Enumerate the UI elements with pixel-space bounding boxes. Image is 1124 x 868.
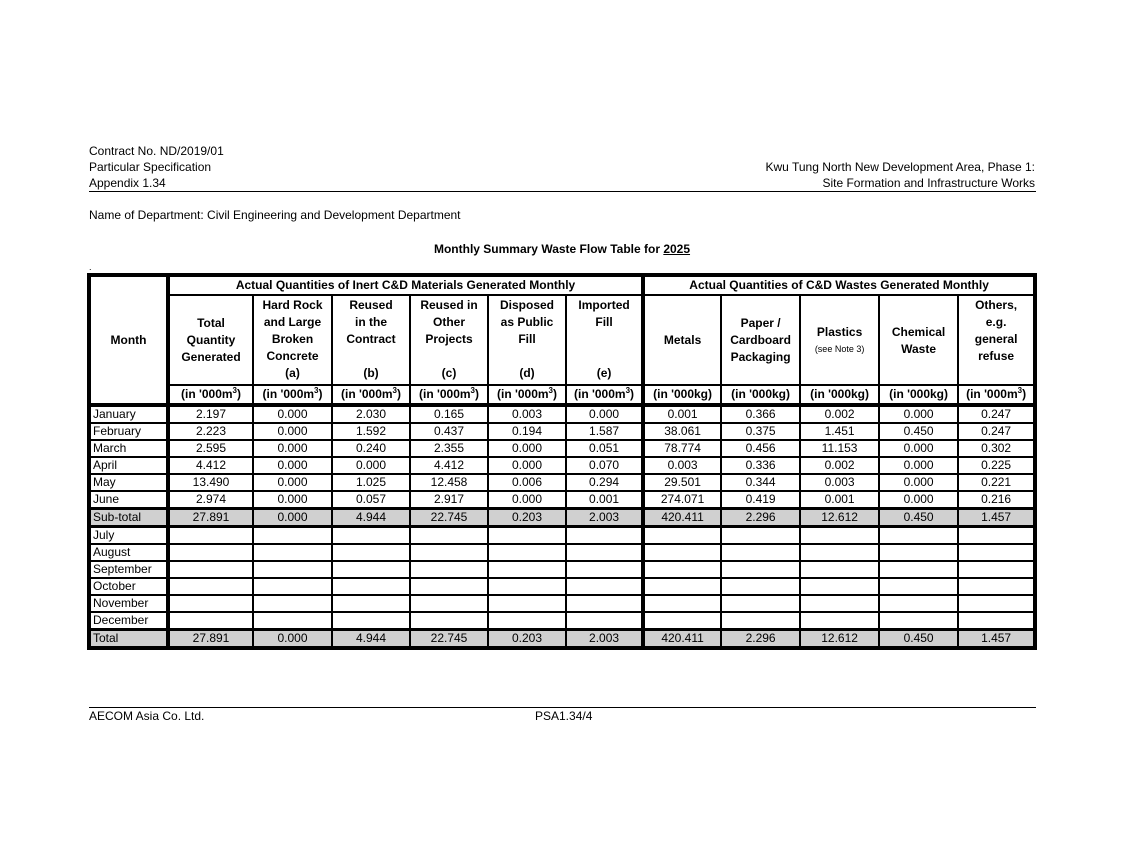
value-cell: 0.003 xyxy=(800,474,879,491)
unit-close: ) xyxy=(237,387,241,401)
table-body xyxy=(90,404,1034,647)
value-cell xyxy=(721,595,800,612)
value-cell: 274.071 xyxy=(642,491,721,508)
value-cell: 0.000 xyxy=(879,440,958,457)
value-cell: 2.296 xyxy=(721,508,800,526)
column-code: (e) xyxy=(596,366,612,380)
table-title-text: Monthly Summary Waste Flow Table for xyxy=(433,242,664,256)
value-cell xyxy=(167,544,253,561)
column-unit xyxy=(642,385,721,404)
value-cell xyxy=(642,595,721,612)
column-header-line: Fill xyxy=(595,315,613,329)
value-cell: 0.070 xyxy=(566,457,642,474)
unit-close: ) xyxy=(630,387,635,401)
value-cell: 0.366 xyxy=(721,404,800,423)
header-rule xyxy=(89,191,1036,192)
project-title-line1: Kwu Tung North New Development Area, Phase 1: xyxy=(765,160,1035,174)
value-cell: 11.153 xyxy=(800,440,879,457)
cd-wastes-group-header: Actual Quantities of C&D Wastes Generated Monthly xyxy=(642,276,1034,295)
value-cell xyxy=(800,526,879,544)
value-cell: 0.450 xyxy=(879,508,958,526)
value-cell xyxy=(332,578,410,595)
value-cell xyxy=(879,595,958,612)
value-cell: 0.240 xyxy=(332,440,410,457)
column-header-line: Total xyxy=(197,316,225,330)
value-cell: 0.000 xyxy=(879,491,958,508)
column-header-line: Paper / xyxy=(740,316,781,330)
column-header-7 xyxy=(721,295,800,385)
value-cell: 12.612 xyxy=(800,508,879,526)
value-cell: 0.247 xyxy=(958,404,1034,423)
column-header-line: Contract xyxy=(346,332,396,346)
value-cell: 4.944 xyxy=(332,508,410,526)
document-header-left xyxy=(89,143,224,191)
value-cell: 0.375 xyxy=(721,423,800,440)
column-code: (d) xyxy=(519,366,535,380)
value-cell: 0.302 xyxy=(958,440,1034,457)
column-header-2 xyxy=(332,295,410,385)
value-cell: 0.000 xyxy=(879,404,958,423)
value-cell: 4.412 xyxy=(167,457,253,474)
value-cell: 0.247 xyxy=(958,423,1034,440)
unit-text: (in '000kg) xyxy=(653,387,713,401)
project-title-line2: Site Formation and Infrastructure Works xyxy=(822,176,1035,190)
value-cell xyxy=(642,561,721,578)
value-cell xyxy=(410,561,488,578)
unit-superscript: 3 xyxy=(548,386,553,395)
month-cell: January xyxy=(90,404,167,423)
column-header-line: Other xyxy=(432,315,465,329)
value-cell: 2.917 xyxy=(410,491,488,508)
table-row xyxy=(90,578,1034,595)
column-header-line: Hard Rock xyxy=(262,298,323,312)
value-cell xyxy=(253,595,332,612)
column-header-line: Concrete xyxy=(266,349,319,363)
value-cell: 0.336 xyxy=(721,457,800,474)
value-cell: 1.025 xyxy=(332,474,410,491)
value-cell: 0.003 xyxy=(642,457,721,474)
unit-text: (in '000kg) xyxy=(810,387,870,401)
column-header-0 xyxy=(167,295,253,385)
column-unit xyxy=(721,385,800,404)
waste-flow-table xyxy=(87,273,1037,650)
value-cell xyxy=(167,561,253,578)
value-cell xyxy=(958,544,1034,561)
column-code: (c) xyxy=(441,366,457,380)
column-unit xyxy=(879,385,958,404)
value-cell xyxy=(879,544,958,561)
value-cell: 0.000 xyxy=(879,457,958,474)
unit-close: ) xyxy=(1022,387,1027,401)
value-cell xyxy=(800,595,879,612)
column-header-line: Disposed xyxy=(499,298,554,312)
unit-superscript: 3 xyxy=(232,386,237,395)
column-unit xyxy=(800,385,879,404)
value-cell: 0.000 xyxy=(488,440,566,457)
value-cell: 0.006 xyxy=(488,474,566,491)
value-cell: 0.000 xyxy=(253,440,332,457)
value-cell xyxy=(566,578,642,595)
value-cell: 13.490 xyxy=(167,474,253,491)
value-cell xyxy=(332,561,410,578)
value-cell: 0.003 xyxy=(488,404,566,423)
month-cell: December xyxy=(90,612,167,629)
table-row xyxy=(90,440,1034,457)
value-cell xyxy=(488,544,566,561)
value-cell: 2.030 xyxy=(332,404,410,423)
column-header-10 xyxy=(958,295,1034,385)
value-cell: 1.587 xyxy=(566,423,642,440)
table-title xyxy=(0,242,1124,256)
table-row xyxy=(90,457,1034,474)
value-cell: 0.344 xyxy=(721,474,800,491)
month-cell: May xyxy=(90,474,167,491)
table-row xyxy=(90,544,1034,561)
month-cell: October xyxy=(90,578,167,595)
value-cell xyxy=(721,526,800,544)
value-cell: 0.000 xyxy=(566,404,642,423)
value-cell: 0.000 xyxy=(253,404,332,423)
column-unit xyxy=(167,385,253,404)
column-header-line: Generated xyxy=(181,350,241,364)
column-header-line: Fill xyxy=(518,332,536,346)
value-cell xyxy=(721,544,800,561)
value-cell: 0.002 xyxy=(800,404,879,423)
value-cell xyxy=(167,612,253,629)
value-cell xyxy=(332,544,410,561)
month-cell: February xyxy=(90,423,167,440)
table-row xyxy=(90,526,1034,544)
value-cell: 0.437 xyxy=(410,423,488,440)
value-cell xyxy=(253,526,332,544)
unit-superscript: 3 xyxy=(1017,386,1023,395)
table-head xyxy=(90,276,1034,404)
value-cell xyxy=(800,612,879,629)
value-cell xyxy=(800,578,879,595)
value-cell: 0.001 xyxy=(642,404,721,423)
value-cell: 0.002 xyxy=(800,457,879,474)
unit-close: ) xyxy=(475,387,479,401)
table-row xyxy=(90,423,1034,440)
unit-close: ) xyxy=(553,387,557,401)
table-row xyxy=(90,404,1034,423)
value-cell: 0.225 xyxy=(958,457,1034,474)
value-cell: 1.451 xyxy=(800,423,879,440)
appendix-label: Appendix 1.34 xyxy=(89,176,166,190)
unit-superscript: 3 xyxy=(625,386,631,395)
value-cell xyxy=(410,578,488,595)
value-cell xyxy=(879,526,958,544)
column-unit xyxy=(566,385,642,404)
column-unit xyxy=(488,385,566,404)
value-cell xyxy=(253,544,332,561)
value-cell: 0.216 xyxy=(958,491,1034,508)
value-cell: 0.000 xyxy=(253,457,332,474)
column-header-1 xyxy=(253,295,332,385)
value-cell: 420.411 xyxy=(642,508,721,526)
value-cell: 0.000 xyxy=(253,474,332,491)
value-cell: 22.745 xyxy=(410,629,488,647)
unit-text: (in '000m xyxy=(497,387,549,401)
column-header-line: Quantity xyxy=(186,333,236,347)
value-cell: 420.411 xyxy=(642,629,721,647)
column-header-3 xyxy=(410,295,488,385)
value-cell: 0.000 xyxy=(253,508,332,526)
value-cell: 0.456 xyxy=(721,440,800,457)
unit-text: (in '000m xyxy=(966,387,1018,401)
column-header-6 xyxy=(642,295,721,385)
unit-superscript: 3 xyxy=(314,386,319,395)
value-cell: 2.223 xyxy=(167,423,253,440)
value-cell: 4.944 xyxy=(332,629,410,647)
value-cell xyxy=(642,578,721,595)
column-unit xyxy=(332,385,410,404)
value-cell xyxy=(958,595,1034,612)
value-cell: 0.000 xyxy=(253,491,332,508)
value-cell: 0.000 xyxy=(332,457,410,474)
column-header-line: and Large xyxy=(263,315,322,329)
unit-superscript: 3 xyxy=(392,386,397,395)
value-cell: 0.450 xyxy=(879,423,958,440)
unit-text: (in '000m xyxy=(419,387,471,401)
value-cell: 2.296 xyxy=(721,629,800,647)
column-header-9 xyxy=(879,295,958,385)
value-cell: 0.165 xyxy=(410,404,488,423)
value-cell: 0.000 xyxy=(879,474,958,491)
specification-label: Particular Specification xyxy=(89,160,212,174)
value-cell: 0.000 xyxy=(488,457,566,474)
column-header-line: as Public xyxy=(500,315,554,329)
column-unit xyxy=(958,385,1034,404)
value-cell xyxy=(566,612,642,629)
value-cell xyxy=(332,526,410,544)
column-header-line: e.g. xyxy=(985,315,1007,329)
value-cell: 2.003 xyxy=(566,508,642,526)
unit-text: (in '000kg) xyxy=(889,387,949,401)
column-header-note: (see Note 3) xyxy=(814,343,865,354)
month-column-header: Month xyxy=(90,276,167,404)
unit-text: (in '000kg) xyxy=(731,387,791,401)
column-header-line: Projects xyxy=(425,332,473,346)
value-cell: 0.000 xyxy=(253,629,332,647)
column-unit xyxy=(410,385,488,404)
value-cell xyxy=(800,561,879,578)
value-cell: 2.003 xyxy=(566,629,642,647)
column-header-line: refuse xyxy=(978,349,1015,363)
value-cell: 0.000 xyxy=(253,423,332,440)
value-cell xyxy=(167,578,253,595)
month-cell: March xyxy=(90,440,167,457)
total-row xyxy=(90,629,1034,647)
value-cell: 0.057 xyxy=(332,491,410,508)
value-cell: 2.595 xyxy=(167,440,253,457)
value-cell xyxy=(332,595,410,612)
value-cell: 1.592 xyxy=(332,423,410,440)
contract-number: Contract No. ND/2019/01 xyxy=(89,144,224,158)
value-cell: 78.774 xyxy=(642,440,721,457)
unit-text: (in '000m xyxy=(341,387,393,401)
value-cell xyxy=(879,578,958,595)
subtotal-row xyxy=(90,508,1034,526)
value-cell xyxy=(800,544,879,561)
unit-text: (in '000m xyxy=(574,387,626,401)
value-cell xyxy=(410,544,488,561)
value-cell: 0.450 xyxy=(879,629,958,647)
value-cell xyxy=(410,612,488,629)
value-cell: 0.001 xyxy=(566,491,642,508)
column-header-line: Plastics xyxy=(816,324,863,339)
unit-text: (in '000m xyxy=(181,387,233,401)
column-unit xyxy=(253,385,332,404)
column-header-line: general xyxy=(974,332,1018,346)
column-header-line: Chemical xyxy=(891,324,946,339)
value-cell xyxy=(410,595,488,612)
value-cell xyxy=(253,561,332,578)
column-header-line: Cardboard xyxy=(730,333,791,347)
footer-rule xyxy=(89,707,1036,708)
unit-superscript: 3 xyxy=(470,386,475,395)
month-cell: August xyxy=(90,544,167,561)
department-name: Name of Department: Civil Engineering and Development Department xyxy=(89,208,461,222)
month-cell: Total xyxy=(90,629,167,647)
value-cell xyxy=(642,544,721,561)
value-cell: 2.355 xyxy=(410,440,488,457)
value-cell: 22.745 xyxy=(410,508,488,526)
value-cell xyxy=(410,526,488,544)
value-cell: 12.612 xyxy=(800,629,879,647)
footer-company: AECOM Asia Co. Ltd. xyxy=(89,709,205,723)
table-row xyxy=(90,561,1034,578)
column-header-5 xyxy=(566,295,642,385)
value-cell: 2.974 xyxy=(167,491,253,508)
value-cell: 2.197 xyxy=(167,404,253,423)
value-cell: 12.458 xyxy=(410,474,488,491)
column-header-line: Metals xyxy=(663,333,702,347)
unit-close: ) xyxy=(318,387,323,401)
unit-row xyxy=(90,385,1034,404)
column-code: (b) xyxy=(363,366,379,380)
value-cell: 0.203 xyxy=(488,629,566,647)
column-header-line: Others, xyxy=(975,298,1018,312)
unit-text: (in '000m xyxy=(262,387,315,401)
value-cell xyxy=(253,578,332,595)
value-cell xyxy=(566,595,642,612)
value-cell: 1.457 xyxy=(958,508,1034,526)
value-cell xyxy=(253,612,332,629)
value-cell: 0.194 xyxy=(488,423,566,440)
value-cell xyxy=(167,595,253,612)
table-row xyxy=(90,491,1034,508)
month-cell: Sub-total xyxy=(90,508,167,526)
month-cell: April xyxy=(90,457,167,474)
column-header-8 xyxy=(800,295,879,385)
value-cell xyxy=(721,561,800,578)
value-cell: 27.891 xyxy=(167,508,253,526)
value-cell xyxy=(642,526,721,544)
column-header-line: Broken xyxy=(271,332,314,346)
value-cell xyxy=(488,595,566,612)
month-cell: November xyxy=(90,595,167,612)
value-cell: 0.000 xyxy=(488,491,566,508)
value-cell xyxy=(488,561,566,578)
table-title-year: 2025 xyxy=(663,242,691,256)
value-cell: 0.221 xyxy=(958,474,1034,491)
value-cell xyxy=(721,612,800,629)
value-cell xyxy=(721,578,800,595)
column-header-line: Packaging xyxy=(730,350,791,364)
column-header-line: Imported xyxy=(578,298,630,312)
footer-page-ref: PSA1.34/4 xyxy=(535,709,593,723)
document-header-right xyxy=(766,159,1035,191)
inert-materials-group-header: Actual Quantities of Inert C&D Materials Generated Monthly xyxy=(167,276,642,295)
value-cell xyxy=(958,578,1034,595)
column-header-line: Waste xyxy=(901,341,937,356)
month-cell: September xyxy=(90,561,167,578)
table-row xyxy=(90,474,1034,491)
value-cell xyxy=(958,612,1034,629)
column-header-line: Reused in xyxy=(420,298,478,312)
stray-dot: . xyxy=(89,262,92,272)
value-cell: 0.203 xyxy=(488,508,566,526)
table-row xyxy=(90,612,1034,629)
value-cell xyxy=(332,612,410,629)
value-cell: 27.891 xyxy=(167,629,253,647)
value-cell xyxy=(958,526,1034,544)
value-cell: 0.419 xyxy=(721,491,800,508)
value-cell: 0.001 xyxy=(800,491,879,508)
value-cell: 0.294 xyxy=(566,474,642,491)
value-cell xyxy=(488,526,566,544)
value-cell xyxy=(642,612,721,629)
unit-close: ) xyxy=(397,387,401,401)
column-header-line: in the xyxy=(355,315,387,329)
value-cell xyxy=(566,561,642,578)
month-cell: June xyxy=(90,491,167,508)
value-cell xyxy=(167,526,253,544)
value-cell xyxy=(566,544,642,561)
column-header-row xyxy=(90,295,1034,385)
table-row xyxy=(90,595,1034,612)
month-cell: July xyxy=(90,526,167,544)
value-cell: 0.051 xyxy=(566,440,642,457)
value-cell xyxy=(958,561,1034,578)
value-cell xyxy=(488,578,566,595)
value-cell: 29.501 xyxy=(642,474,721,491)
column-header-line: Reused xyxy=(349,298,393,312)
value-cell: 1.457 xyxy=(958,629,1034,647)
column-code: (a) xyxy=(285,366,300,380)
value-cell xyxy=(879,612,958,629)
value-cell xyxy=(566,526,642,544)
value-cell: 4.412 xyxy=(410,457,488,474)
value-cell xyxy=(879,561,958,578)
column-header-4 xyxy=(488,295,566,385)
value-cell xyxy=(488,612,566,629)
value-cell: 38.061 xyxy=(642,423,721,440)
